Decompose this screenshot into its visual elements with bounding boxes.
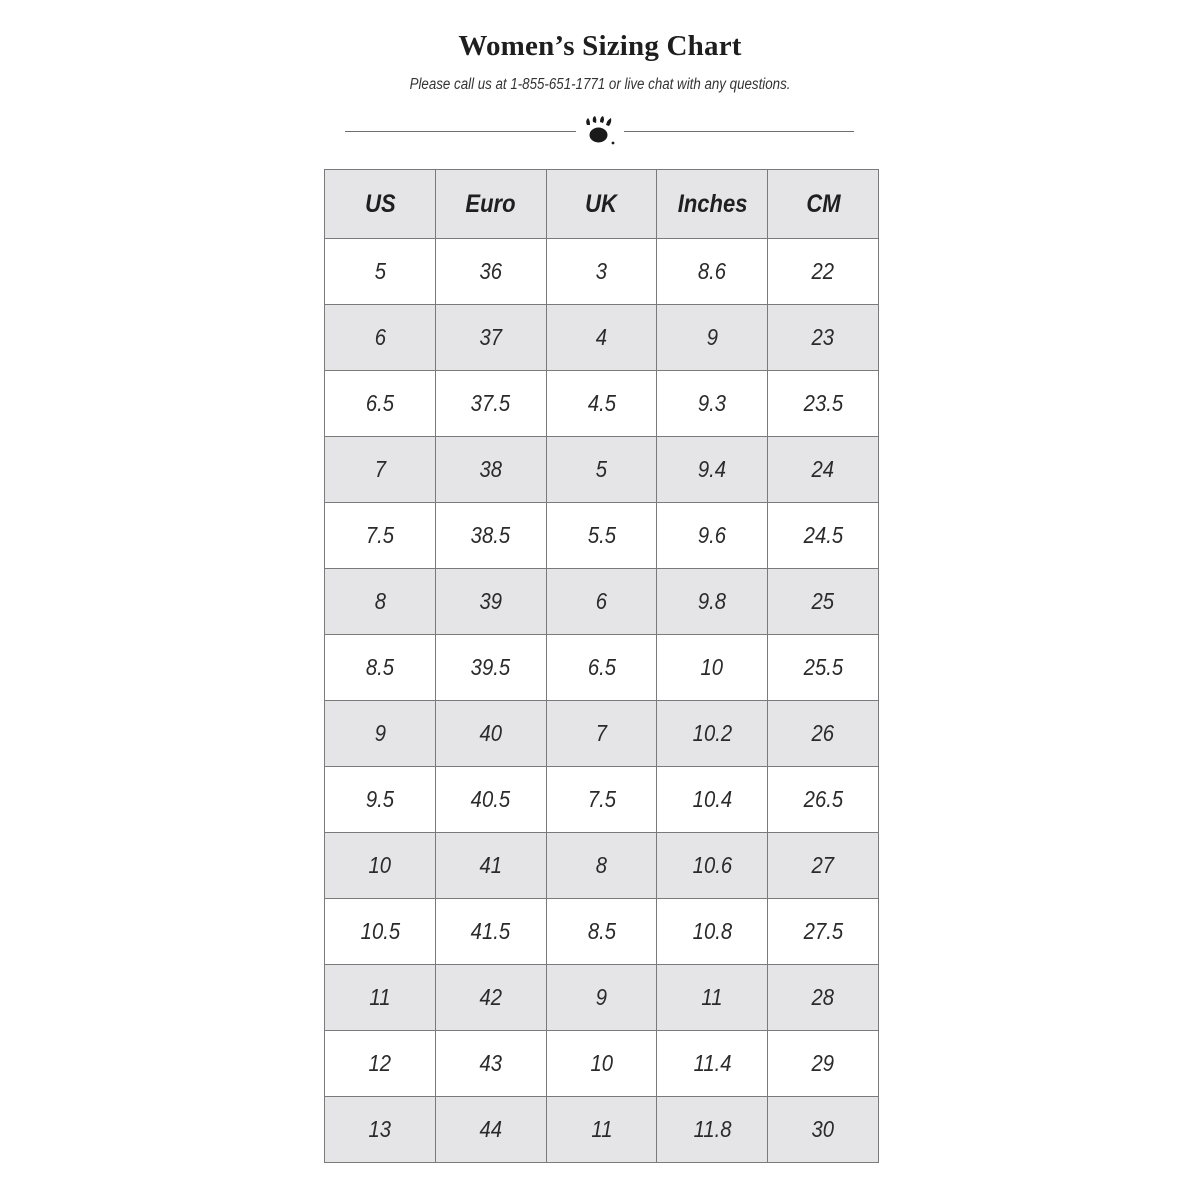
cell-euro: 39.5 bbox=[435, 635, 546, 701]
table-row bbox=[325, 371, 879, 437]
contact-subtitle: Please call us at 1-855-651-1771 or live chat with any questions. bbox=[409, 76, 791, 93]
cell-inches: 10.4 bbox=[657, 767, 768, 833]
cell-cm: 27.5 bbox=[768, 899, 879, 965]
cell-us: 11 bbox=[325, 965, 436, 1031]
table-row bbox=[325, 1031, 879, 1097]
table-row bbox=[325, 1097, 879, 1163]
cell-inches: 9 bbox=[657, 305, 768, 371]
cell-euro: 42 bbox=[435, 965, 546, 1031]
column-header-us: US bbox=[325, 170, 436, 239]
cell-euro: 37.5 bbox=[435, 371, 546, 437]
cell-inches: 10 bbox=[657, 635, 768, 701]
cell-us: 9 bbox=[325, 701, 436, 767]
cell-euro: 38.5 bbox=[435, 503, 546, 569]
cell-inches: 11.4 bbox=[657, 1031, 768, 1097]
table-row bbox=[325, 635, 879, 701]
table-row bbox=[325, 767, 879, 833]
cell-inches: 11.8 bbox=[657, 1097, 768, 1163]
cell-cm: 26 bbox=[768, 701, 879, 767]
cell-euro: 43 bbox=[435, 1031, 546, 1097]
table-row bbox=[325, 437, 879, 503]
cell-uk: 6 bbox=[546, 569, 657, 635]
table-row bbox=[325, 305, 879, 371]
table-row bbox=[325, 899, 879, 965]
cell-us: 8 bbox=[325, 569, 436, 635]
cell-inches: 8.6 bbox=[657, 239, 768, 305]
cell-cm: 29 bbox=[768, 1031, 879, 1097]
cell-inches: 9.8 bbox=[657, 569, 768, 635]
cell-cm: 24.5 bbox=[768, 503, 879, 569]
cell-uk: 6.5 bbox=[546, 635, 657, 701]
table-row bbox=[325, 701, 879, 767]
cell-us: 5 bbox=[325, 239, 436, 305]
cell-uk: 8 bbox=[546, 833, 657, 899]
column-header-inches: Inches bbox=[657, 170, 768, 239]
cell-uk: 5 bbox=[546, 437, 657, 503]
cell-us: 6.5 bbox=[325, 371, 436, 437]
page-title: Women’s Sizing Chart bbox=[458, 30, 742, 62]
cell-inches: 10.2 bbox=[657, 701, 768, 767]
cell-euro: 38 bbox=[435, 437, 546, 503]
cell-euro: 39 bbox=[435, 569, 546, 635]
cell-uk: 5.5 bbox=[546, 503, 657, 569]
table-header-row bbox=[325, 170, 879, 239]
cell-uk: 3 bbox=[546, 239, 657, 305]
cell-uk: 8.5 bbox=[546, 899, 657, 965]
table-row bbox=[325, 239, 879, 305]
cell-uk: 7.5 bbox=[546, 767, 657, 833]
cell-us: 12 bbox=[325, 1031, 436, 1097]
cell-cm: 25 bbox=[768, 569, 879, 635]
column-header-uk: UK bbox=[546, 170, 657, 239]
cell-euro: 37 bbox=[435, 305, 546, 371]
column-header-cm: CM bbox=[768, 170, 879, 239]
table-row bbox=[325, 833, 879, 899]
cell-uk: 7 bbox=[546, 701, 657, 767]
cell-euro: 44 bbox=[435, 1097, 546, 1163]
column-header-euro: Euro bbox=[435, 170, 546, 239]
cell-inches: 9.3 bbox=[657, 371, 768, 437]
cell-us: 8.5 bbox=[325, 635, 436, 701]
table-row bbox=[325, 965, 879, 1031]
sizing-table bbox=[324, 169, 879, 1163]
cell-euro: 41 bbox=[435, 833, 546, 899]
cell-cm: 23 bbox=[768, 305, 879, 371]
cell-euro: 36 bbox=[435, 239, 546, 305]
cell-cm: 27 bbox=[768, 833, 879, 899]
table-row bbox=[325, 569, 879, 635]
cell-inches: 9.6 bbox=[657, 503, 768, 569]
cell-inches: 9.4 bbox=[657, 437, 768, 503]
cell-inches: 11 bbox=[657, 965, 768, 1031]
cell-uk: 9 bbox=[546, 965, 657, 1031]
cell-cm: 25.5 bbox=[768, 635, 879, 701]
cell-us: 10 bbox=[325, 833, 436, 899]
cell-inches: 10.6 bbox=[657, 833, 768, 899]
cell-us: 7 bbox=[325, 437, 436, 503]
cell-us: 7.5 bbox=[325, 503, 436, 569]
cell-cm: 23.5 bbox=[768, 371, 879, 437]
cell-euro: 40 bbox=[435, 701, 546, 767]
cell-us: 10.5 bbox=[325, 899, 436, 965]
divider-left bbox=[345, 131, 576, 132]
cell-us: 13 bbox=[325, 1097, 436, 1163]
cell-uk: 4 bbox=[546, 305, 657, 371]
cell-us: 6 bbox=[325, 305, 436, 371]
cell-euro: 40.5 bbox=[435, 767, 546, 833]
cell-euro: 41.5 bbox=[435, 899, 546, 965]
cell-us: 9.5 bbox=[325, 767, 436, 833]
paw-print-icon bbox=[584, 116, 616, 146]
cell-cm: 22 bbox=[768, 239, 879, 305]
cell-uk: 4.5 bbox=[546, 371, 657, 437]
cell-cm: 28 bbox=[768, 965, 879, 1031]
cell-cm: 26.5 bbox=[768, 767, 879, 833]
cell-uk: 11 bbox=[546, 1097, 657, 1163]
cell-uk: 10 bbox=[546, 1031, 657, 1097]
cell-cm: 24 bbox=[768, 437, 879, 503]
cell-cm: 30 bbox=[768, 1097, 879, 1163]
table-row bbox=[325, 503, 879, 569]
divider-right bbox=[624, 131, 854, 132]
cell-inches: 10.8 bbox=[657, 899, 768, 965]
